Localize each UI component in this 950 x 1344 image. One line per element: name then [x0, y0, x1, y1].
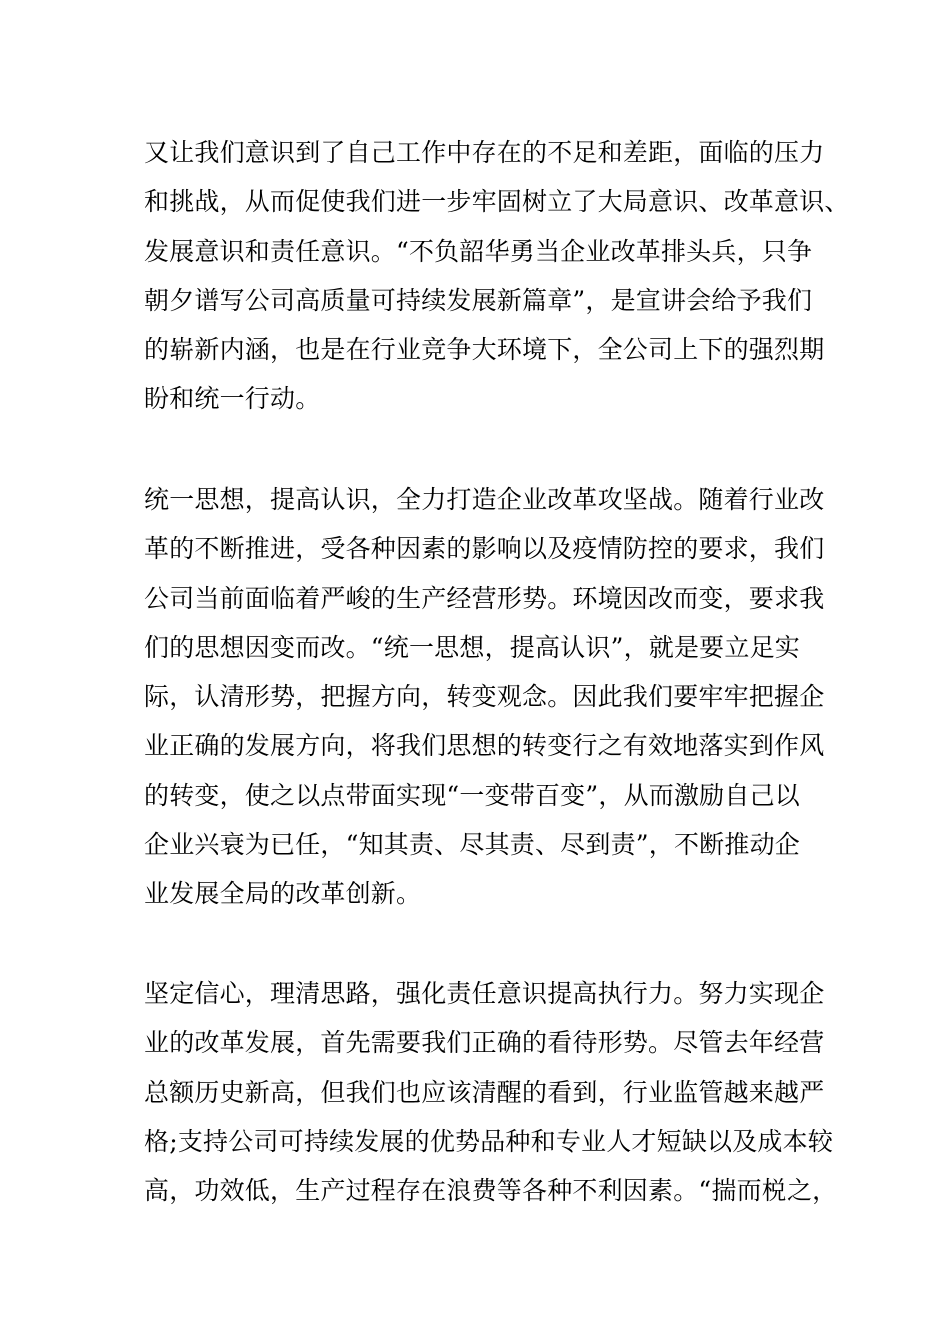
paragraph-1 [144, 128, 850, 424]
text-line: 们的思想因变而改。“统一思想，提高认识”，就是要立足实 [144, 632, 800, 662]
text-line: 业发展全局的改革创新。 [144, 879, 422, 909]
text-line: 坚定信心，理清思路，强化责任意识提高执行力。努力实现企 [144, 979, 825, 1008]
text-line: 的转变，使之以点带面实现“一变带百变”，从而激励自己以 [144, 780, 800, 810]
text-line: 和挑战，从而促使我们进一步牢固树立了大局意识、改革意识、 [144, 187, 850, 217]
paragraph-3 [144, 969, 844, 1215]
text-line: 格;支持公司可持续发展的优势品种和专业人才短缺以及成本较 [144, 1126, 834, 1156]
text-line: 的崭新内涵，也是在行业竞争大环境下，全公司上下的强烈期 [144, 335, 825, 365]
text-line: 业的改革发展，首先需要我们正确的看待形势。尽管去年经营 [144, 1028, 825, 1058]
text-line: 总额历史新高，但我们也应该清醒的看到，行业监管越来越严 [144, 1077, 825, 1107]
text-line: 发展意识和责任意识。“不负韶华勇当企业改革排头兵，只争 [144, 236, 813, 266]
text-line: 革的不断推进，受各种因素的影响以及疫情防控的要求，我们 [144, 534, 825, 564]
text-line: 际，认清形势，把握方向，转变观念。因此我们要牢牢把握企 [144, 682, 825, 712]
text-line: 统一思想，提高认识，全力打造企业改革攻坚战。随着行业改 [144, 485, 825, 514]
text-line: 又让我们意识到了自己工作中存在的不足和差距，面临的压力 [144, 138, 825, 167]
text-line: 朝夕谱写公司高质量可持续发展新篇章”，是宣讲会给予我们 [144, 285, 813, 315]
paragraph-2 [144, 475, 844, 919]
text-line: 盼和统一行动。 [144, 384, 321, 414]
text-line: 公司当前面临着严峻的生产经营形势。环境因改而变，要求我 [144, 583, 825, 613]
text-line: 业正确的发展方向，将我们思想的转变行之有效地落实到作风 [144, 731, 825, 761]
text-line: 高，功效低，生产过程存在浪费等各种不利因素。“揣而棁之， [144, 1176, 838, 1206]
text-line: 企业兴衰为已任，“知其责、尽其责、尽到责”，不断推动企 [144, 830, 800, 860]
